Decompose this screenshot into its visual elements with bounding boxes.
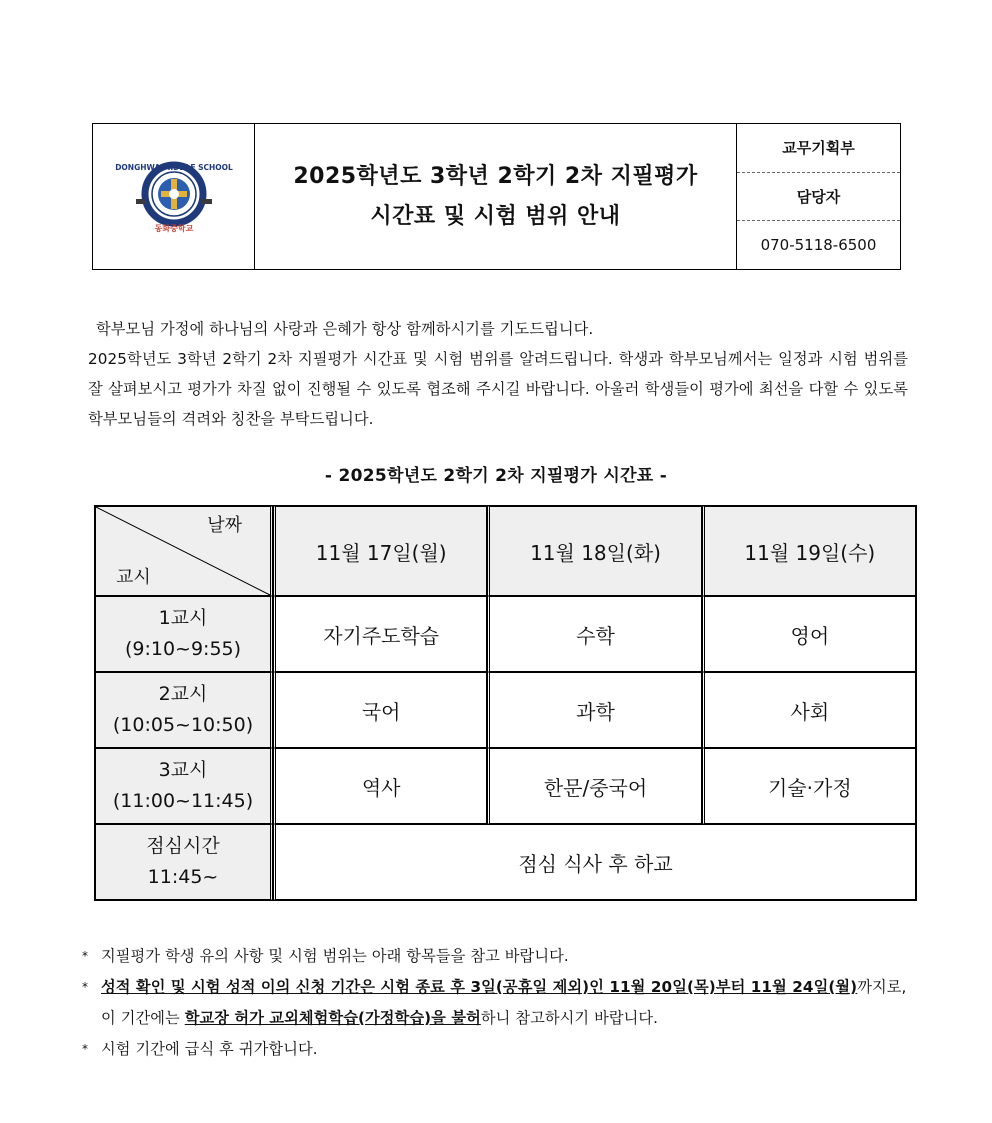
note-text-part: 하니 참고하시기 바랍니다.	[480, 1009, 659, 1027]
department-name: 교무기획부	[737, 124, 900, 173]
corner-cell	[95, 506, 273, 596]
subject-cell: 수학	[487, 596, 701, 672]
school-logo	[93, 124, 255, 269]
period-cell	[95, 596, 273, 672]
logo-school-korean-name: 동화중학교	[154, 223, 193, 233]
period-cell	[95, 748, 273, 824]
intro-body: 2025학년도 3학년 2학기 2차 지필평가 시간표 및 시험 범위를 알려드립니다. 학생과 학부모님께서는 일정과 시험 범위를 잘 살펴보시고 평가가 차질 없이 진행될 수 있도록 협조해 주시길 바랍니다. 아울러 학생들이 평가에 최선을 다할 수 있도록 학부모님들의 격려와 칭찬을 부탁드립니다.	[88, 350, 908, 428]
date-header-2: 11월 18일(화)	[487, 506, 701, 596]
note-bullet: *	[82, 980, 89, 994]
note-item	[82, 972, 912, 1034]
note-item	[82, 1034, 912, 1065]
note-emphasis-field-trip: 학교장 허가 교외체험학습(가정학습)을 불허	[184, 1009, 481, 1027]
table-row	[95, 672, 916, 748]
table-row	[95, 748, 916, 824]
period-name: 3교시	[158, 759, 208, 781]
corner-date-label: 날짜	[207, 515, 242, 536]
note-emphasis-grade-period: 성적 확인 및 시험 성적 이의 신청 기간은 시험 종료 후 3일(공휴일 제외)인 11월 20일(목)부터 11월 24일(월)	[101, 978, 858, 996]
note-text-part: 까지로, 이 기간에는	[101, 978, 907, 1027]
lunch-time: 11:45~	[147, 866, 219, 888]
school-emblem-icon	[114, 161, 233, 233]
subject-cell: 국어	[273, 672, 487, 748]
period-time: (9:10~9:55)	[124, 638, 242, 660]
title-line-2: 시간표 및 시험 범위 안내	[370, 203, 621, 229]
date-header-1: 11월 17일(월)	[273, 506, 487, 596]
period-cell	[95, 672, 273, 748]
corner-period-label: 교시	[116, 567, 151, 588]
subject-cell: 기술·가정	[702, 748, 916, 824]
notes-list	[82, 941, 912, 1065]
logo-school-name: DONGHWA MIDDLE SCHOOL	[114, 162, 233, 172]
document-header	[92, 123, 901, 270]
lunch-label: 점심시간	[146, 835, 220, 857]
note-text: 시험 기간에 급식 후 귀가합니다.	[101, 1040, 318, 1058]
subject-cell: 사회	[702, 672, 916, 748]
subject-cell: 영어	[702, 596, 916, 672]
period-time: (10:05~10:50)	[112, 714, 254, 736]
period-name: 2교시	[158, 683, 208, 705]
note-bullet: *	[82, 1042, 89, 1056]
subject-cell: 자기주도학습	[273, 596, 487, 672]
phone-number: 070-5118-6500	[760, 236, 877, 255]
table-header-row	[95, 506, 916, 596]
greeting-line: 학부모님 가정에 하나님의 사랑과 은혜가 항상 함께하시기를 기도드립니다.	[96, 320, 594, 338]
document-title	[255, 124, 737, 269]
department-info	[737, 124, 900, 269]
subject-cell: 한문/중국어	[487, 748, 701, 824]
period-time: (11:00~11:45)	[112, 790, 254, 812]
date-header-3: 11월 19일(수)	[702, 506, 916, 596]
lunch-row	[95, 824, 916, 900]
lunch-period-cell	[95, 824, 273, 900]
subject-cell: 역사	[273, 748, 487, 824]
note-bullet: *	[82, 949, 89, 963]
note-text: 지필평가 학생 유의 사항 및 시험 범위는 아래 항목들을 참고 바랍니다.	[101, 947, 569, 965]
note-text	[101, 972, 912, 1034]
period-name: 1교시	[158, 607, 208, 629]
intro-paragraph	[88, 314, 908, 434]
contact-label: 담당자	[737, 173, 900, 222]
exam-schedule-table	[94, 505, 917, 901]
title-line-1: 2025학년도 3학년 2학기 2차 지필평가	[293, 163, 698, 189]
schedule-section-title: - 2025학년도 2학기 2차 지필평가 시간표 -	[324, 466, 668, 486]
note-item	[82, 941, 912, 972]
table-row	[95, 596, 916, 672]
lunch-text: 점심 식사 후 하교	[273, 824, 916, 900]
subject-cell: 과학	[487, 672, 701, 748]
